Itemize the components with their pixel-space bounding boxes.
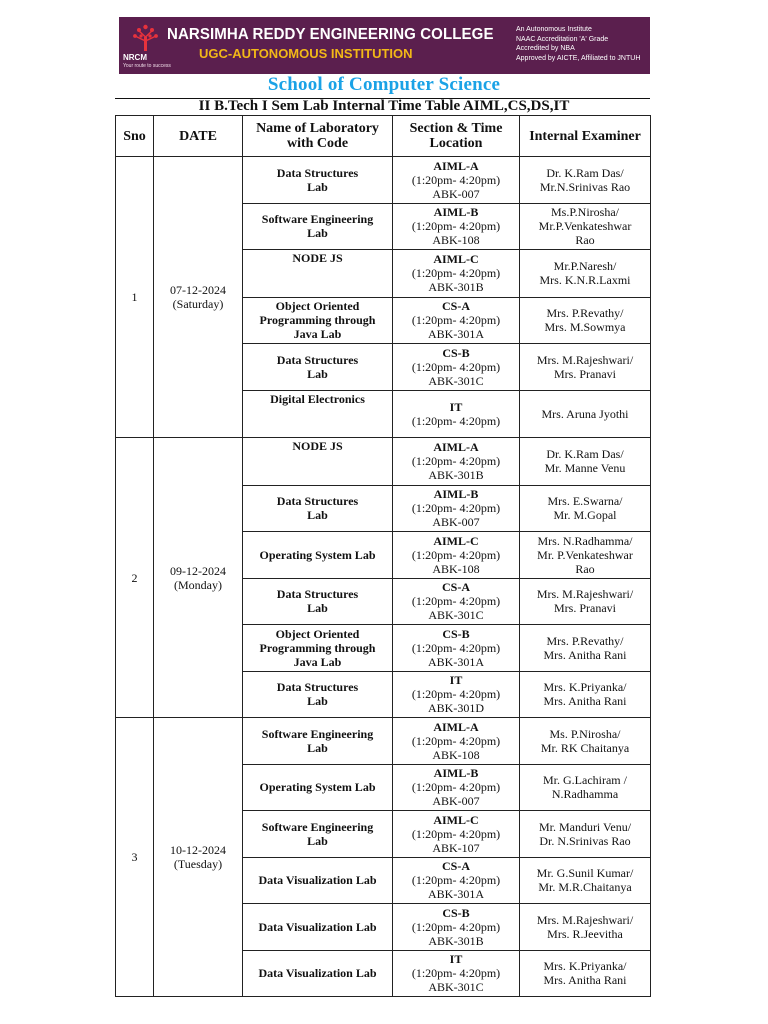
section-time: (1:20pm- 4:20pm) [411, 640, 501, 655]
section-cell [393, 390, 520, 438]
section-cell [393, 203, 520, 250]
examiner-cell [520, 764, 651, 811]
weekday-value: (Monday) [174, 577, 222, 592]
section-name: AIML-A [433, 440, 479, 455]
examiner-line: Dr. K.Ram Das/ [546, 447, 624, 462]
section-cell [393, 578, 520, 625]
examiner-line: Mrs. K.Priyanka/ [543, 959, 627, 974]
lab-name-line: Lab [307, 508, 328, 523]
section-time: (1:20pm- 4:20pm) [411, 594, 501, 609]
lab-name-cell [243, 857, 393, 904]
examiner-cell [520, 532, 651, 579]
section-name: IT [449, 952, 463, 967]
section-time: (1:20pm- 4:20pm) [411, 359, 501, 374]
examiner-line: Mrs. R.Jeevitha [547, 926, 623, 941]
section-location: ABK-007 [432, 515, 480, 530]
lab-name-line: Object Oriented [275, 299, 360, 314]
examiner-cell [520, 203, 651, 250]
examiner-line: Mrs. M.Rajeshwari/ [536, 912, 634, 927]
date-cell [154, 157, 243, 438]
lab-name-cell [243, 297, 393, 344]
examiner-line: Mrs. Anitha Rani [543, 973, 627, 988]
examiner-cell [520, 485, 651, 532]
date-value: 09-12-2024 [170, 563, 226, 578]
lab-name-line: Programming through [259, 313, 376, 328]
section-name: CS-A [441, 580, 470, 595]
section-name: CS-B [442, 905, 470, 920]
section-name: CS-B [442, 626, 470, 641]
section-name: IT [449, 399, 463, 414]
examiner-cell [520, 671, 651, 718]
lab-name-line: Digital Electronics [270, 391, 365, 406]
column-header-lab: Name of Laboratory with Code [243, 116, 393, 157]
table-row [116, 157, 651, 204]
lab-name-line: Data Structures [276, 587, 359, 602]
lab-name-cell [243, 250, 393, 298]
column-header-date: DATE [154, 116, 243, 157]
timetable-title: II B.Tech I Sem Lab Internal Time Table AIML,CS,DS,IT [198, 98, 570, 114]
examiner-line: Mrs. E.Swarna/ [547, 494, 623, 509]
lab-name-line: Software Engineering [261, 726, 374, 741]
lab-name-line: Lab [307, 366, 328, 381]
section-time: (1:20pm- 4:20pm) [411, 413, 501, 428]
section-name: AIML-C [433, 812, 479, 827]
lab-name-line: Data Visualization Lab [258, 873, 377, 888]
lab-name-line: Lab [307, 740, 328, 755]
examiner-cell [520, 250, 651, 298]
examiner-line: Mrs. M.Rajeshwari/ [536, 352, 634, 367]
section-location: ABK-301C [428, 608, 484, 623]
section-location: ABK-301C [428, 980, 484, 995]
section-location: ABK-108 [432, 561, 480, 576]
timetable-body [116, 157, 651, 997]
examiner-line: Dr. N.Srinivas Rao [539, 833, 631, 848]
section-cell [393, 764, 520, 811]
section-location: ABK-301C [428, 373, 484, 388]
column-header-section: Section & Time Location [393, 116, 520, 157]
section-time: (1:20pm- 4:20pm) [411, 547, 501, 562]
logo-tagline: Your route to success [123, 63, 171, 69]
lab-name-cell [243, 811, 393, 858]
section-cell [393, 532, 520, 579]
lab-name-line: Lab [307, 601, 328, 616]
lab-name-line: Operating System Lab [259, 547, 376, 562]
section-time: (1:20pm- 4:20pm) [411, 501, 501, 516]
examiner-line: Mrs. N.Radhamma/ [537, 533, 633, 548]
logo-text: NRCM [123, 53, 147, 62]
section-time: (1:20pm- 4:20pm) [411, 733, 501, 748]
section-location: ABK-301B [428, 468, 484, 483]
lab-name-cell [243, 764, 393, 811]
examiner-line: Mr. G.Lachiram / [543, 773, 627, 788]
examiner-line: Mr. M.R.Chaitanya [538, 880, 632, 895]
lab-name-line: Java Lab [293, 327, 342, 342]
examiner-cell [520, 857, 651, 904]
examiner-line: Mrs. K.Priyanka/ [543, 680, 627, 695]
sno-cell: 2 [116, 438, 154, 718]
lab-name-cell [243, 203, 393, 250]
examiner-cell [520, 297, 651, 344]
lab-name-cell [243, 671, 393, 718]
section-name: AIML-A [433, 158, 479, 173]
section-cell [393, 157, 520, 204]
section-time: (1:20pm- 4:20pm) [411, 172, 501, 187]
examiner-cell [520, 344, 651, 391]
school-title: School of Computer Science [267, 74, 501, 95]
lab-name-line: Software Engineering [261, 212, 374, 227]
lab-name-line: Lab [307, 833, 328, 848]
examiner-cell [520, 438, 651, 486]
table-row [116, 718, 651, 765]
examiner-cell [520, 950, 651, 997]
examiner-line: Mr.N.Srinivas Rao [539, 179, 631, 194]
section-location: ABK-108 [432, 233, 480, 248]
section-cell [393, 250, 520, 298]
section-cell [393, 904, 520, 951]
accreditation-line: Accredited by NBA [516, 45, 575, 53]
lab-name-line: Data Structures [276, 165, 359, 180]
examiner-line: Mrs. Aruna Jyothi [541, 406, 629, 421]
examiner-line: N.Radhamma [551, 787, 619, 802]
weekday-value: (Tuesday) [173, 857, 223, 871]
date-value: 07-12-2024 [170, 283, 226, 297]
section-location: ABK-301B [428, 280, 484, 295]
lab-name-line: Object Oriented [275, 626, 360, 641]
accreditation-block [516, 25, 640, 63]
lab-name-line: NODE JS [292, 439, 343, 453]
accreditation-line: An Autonomous Institute [516, 26, 592, 33]
lab-name-line: Lab [307, 226, 328, 241]
lab-name-line: Programming through [259, 640, 376, 655]
examiner-cell [520, 811, 651, 858]
section-name: AIML-C [433, 533, 479, 548]
examiner-cell [520, 157, 651, 204]
column-header-sno: Sno [116, 116, 154, 157]
section-location: ABK-301A [428, 887, 484, 902]
section-name: AIML-A [433, 719, 479, 734]
lab-name-line: Data Visualization Lab [258, 966, 377, 981]
lab-name-line: NODE JS [292, 251, 343, 265]
lab-name-cell [243, 157, 393, 204]
section-cell [393, 297, 520, 344]
accreditation-line: NAAC Accreditation 'A' Grade [516, 35, 609, 43]
section-cell [393, 344, 520, 391]
examiner-line: Mrs. M.Sowmya [544, 320, 626, 335]
lab-name-cell [243, 625, 393, 672]
lab-name-cell [243, 950, 393, 997]
examiner-cell [520, 390, 651, 438]
lab-name-cell [243, 485, 393, 532]
section-name: AIML-B [433, 487, 479, 502]
section-time: (1:20pm- 4:20pm) [411, 687, 501, 702]
section-time: (1:20pm- 4:20pm) [411, 266, 501, 281]
examiner-line: Dr. K.Ram Das/ [546, 165, 624, 180]
section-location: ABK-301A [428, 327, 484, 342]
lab-name-cell [243, 532, 393, 579]
examiner-line: Mr. Manne Venu [544, 461, 626, 476]
lab-name-line: Data Structures [276, 494, 359, 509]
lab-name-cell [243, 904, 393, 951]
sno-cell: 3 [116, 718, 154, 997]
examiner-line: Mr. P.Venkateshwar [537, 547, 633, 562]
examiner-line: Rao [575, 561, 595, 576]
section-name: IT [449, 673, 463, 688]
examiner-line: Mrs. Anitha Rani [543, 694, 627, 709]
lab-name-cell [243, 578, 393, 625]
examiner-line: Mr. RK Chaitanya [540, 740, 630, 755]
section-cell [393, 485, 520, 532]
section-name: AIML-C [433, 252, 479, 267]
examiner-line: Mrs. Anitha Rani [543, 647, 627, 662]
date-value: 10-12-2024 [170, 843, 226, 857]
section-time: (1:20pm- 4:20pm) [411, 454, 501, 469]
examiner-line: Ms.P.Nirosha/ [550, 205, 619, 220]
lab-name-line: Software Engineering [261, 819, 374, 834]
section-name: AIML-B [433, 766, 479, 781]
lab-name-cell [243, 390, 393, 438]
lab-name-cell [243, 718, 393, 765]
section-location: ABK-108 [432, 747, 480, 762]
section-time: (1:20pm- 4:20pm) [411, 873, 501, 888]
lab-name-cell [243, 344, 393, 391]
lab-name-line: Java Lab [293, 654, 342, 669]
column-header-examiner: Internal Examiner [520, 116, 651, 157]
lab-name-line: Data Structures [276, 352, 359, 367]
section-cell [393, 671, 520, 718]
examiner-line: Mrs. P.Revathy/ [546, 633, 624, 648]
college-subtitle: UGC-AUTONOMOUS INSTITUTION [199, 46, 413, 61]
section-time: (1:20pm- 4:20pm) [411, 826, 501, 841]
section-time: (1:20pm- 4:20pm) [411, 966, 501, 981]
section-location: ABK-301B [428, 933, 484, 948]
section-location: ABK-107 [432, 840, 480, 855]
examiner-line: Mr. G.Sunil Kumar/ [536, 866, 634, 881]
examiner-line: Mr. Manduri Venu/ [538, 819, 632, 834]
examiner-line: Mrs. Pranavi [554, 601, 616, 616]
examiner-line: Rao [575, 233, 595, 248]
section-cell [393, 950, 520, 997]
examiner-cell [520, 718, 651, 765]
examiner-line: Mr.P.Venkateshwar [538, 219, 632, 234]
lab-name-cell [243, 438, 393, 486]
date-cell [154, 438, 243, 718]
section-location: ABK-007 [432, 186, 480, 201]
examiner-line: Mrs. P.Revathy/ [546, 306, 624, 321]
section-cell [393, 857, 520, 904]
section-location: ABK-301D [428, 701, 484, 716]
sno-cell: 1 [116, 157, 154, 438]
examiner-line: Ms. P.Nirosha/ [549, 726, 621, 741]
lab-name-line: Lab [307, 179, 328, 194]
section-time: (1:20pm- 4:20pm) [411, 919, 501, 934]
date-cell [154, 718, 243, 997]
lab-name-line: Lab [307, 694, 328, 709]
lab-name-line: Data Visualization Lab [258, 919, 377, 934]
college-name: NARSIMHA REDDY ENGINEERING COLLEGE [167, 26, 494, 43]
section-cell [393, 438, 520, 486]
table-row [116, 438, 651, 486]
timetable [115, 115, 651, 997]
examiner-cell [520, 904, 651, 951]
examiner-cell [520, 578, 651, 625]
examiner-line: Mrs. M.Rajeshwari/ [536, 587, 634, 602]
section-time: (1:20pm- 4:20pm) [411, 313, 501, 328]
section-location: ABK-007 [432, 794, 480, 809]
section-cell [393, 811, 520, 858]
section-name: AIML-B [433, 205, 479, 220]
examiner-line: Mr. M.Gopal [553, 508, 617, 523]
lab-name-line: Operating System Lab [259, 780, 376, 795]
weekday-value: (Saturday) [172, 297, 224, 311]
section-time: (1:20pm- 4:20pm) [411, 780, 501, 795]
college-banner [119, 17, 650, 74]
section-cell [393, 718, 520, 765]
section-name: CS-A [441, 299, 470, 314]
section-location: ABK-301A [428, 654, 484, 669]
examiner-line: Mrs. K.N.R.Laxmi [539, 273, 631, 288]
accreditation-line: Approved by AICTE, Affiliated to JNTUH [516, 54, 641, 62]
section-name: CS-A [441, 859, 470, 874]
table-header-row [116, 116, 651, 157]
section-time: (1:20pm- 4:20pm) [411, 219, 501, 234]
examiner-line: Mrs. Pranavi [554, 366, 616, 381]
examiner-cell [520, 625, 651, 672]
lab-name-line: Data Structures [276, 680, 359, 695]
section-cell [393, 625, 520, 672]
examiner-line: Mr.P.Naresh/ [553, 259, 617, 274]
section-name: CS-B [442, 345, 470, 360]
